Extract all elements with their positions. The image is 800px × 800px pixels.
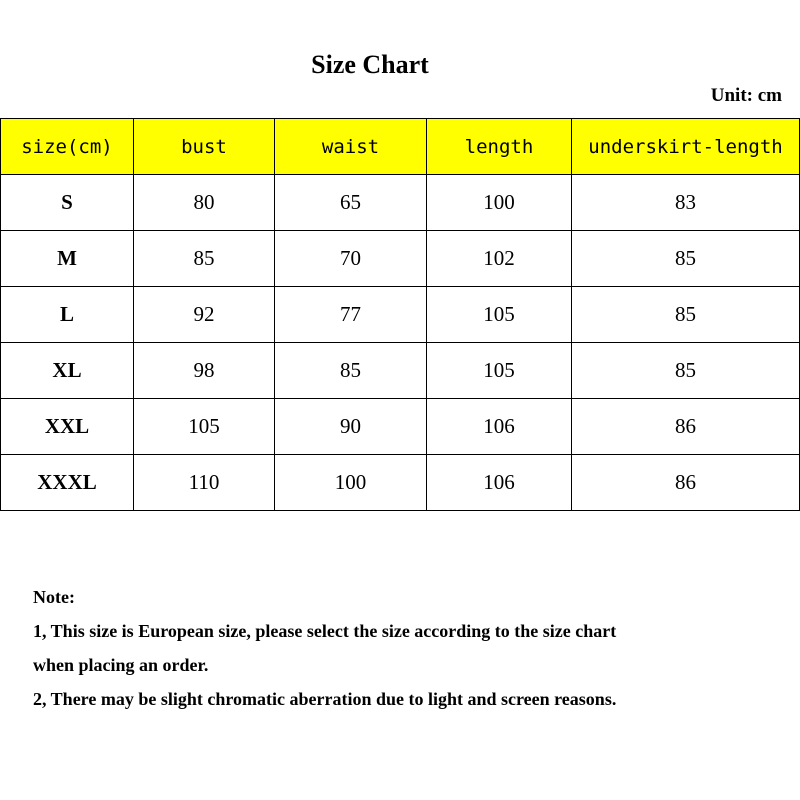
size-cell: XXXL [1, 455, 134, 511]
underskirt-length-cell: 83 [572, 175, 800, 231]
length-cell: 106 [427, 455, 572, 511]
size-cell: S [1, 175, 134, 231]
length-cell: 105 [427, 343, 572, 399]
table-row [1, 399, 800, 455]
header-waist: waist [275, 119, 427, 175]
waist-cell: 100 [275, 455, 427, 511]
header-underskirt-length: underskirt-length [572, 119, 800, 175]
table-row [1, 455, 800, 511]
note-line: 2, There may be slight chromatic aberration due to light and screen reasons. [33, 689, 617, 709]
header-size: size(cm) [1, 119, 134, 175]
underskirt-length-cell: 85 [572, 343, 800, 399]
underskirt-length-cell: 86 [572, 399, 800, 455]
notes-heading: Note: [33, 587, 75, 607]
size-cell: XXL [1, 399, 134, 455]
length-cell: 102 [427, 231, 572, 287]
bust-cell: 110 [134, 455, 275, 511]
size-table [0, 118, 800, 511]
size-cell: M [1, 231, 134, 287]
note-line: 1, This size is European size, please select the size according to the size chart [33, 621, 617, 641]
underskirt-length-cell: 86 [572, 455, 800, 511]
length-cell: 105 [427, 287, 572, 343]
bust-cell: 80 [134, 175, 275, 231]
table-row [1, 287, 800, 343]
size-cell: XL [1, 343, 134, 399]
bust-cell: 92 [134, 287, 275, 343]
table-row [1, 343, 800, 399]
waist-cell: 77 [275, 287, 427, 343]
bust-cell: 85 [134, 231, 275, 287]
table-row [1, 231, 800, 287]
waist-cell: 90 [275, 399, 427, 455]
underskirt-length-cell: 85 [572, 231, 800, 287]
waist-cell: 65 [275, 175, 427, 231]
waist-cell: 85 [275, 343, 427, 399]
bust-cell: 105 [134, 399, 275, 455]
length-cell: 100 [427, 175, 572, 231]
table-row [1, 175, 800, 231]
header-length: length [427, 119, 572, 175]
page-title: Size Chart [311, 50, 429, 79]
note-line: when placing an order. [33, 655, 209, 675]
header-row [1, 119, 800, 175]
length-cell: 106 [427, 399, 572, 455]
underskirt-length-cell: 85 [572, 287, 800, 343]
bust-cell: 98 [134, 343, 275, 399]
notes-section [33, 580, 793, 716]
size-cell: L [1, 287, 134, 343]
waist-cell: 70 [275, 231, 427, 287]
unit-label: Unit: cm [710, 85, 782, 106]
header-bust: bust [134, 119, 275, 175]
